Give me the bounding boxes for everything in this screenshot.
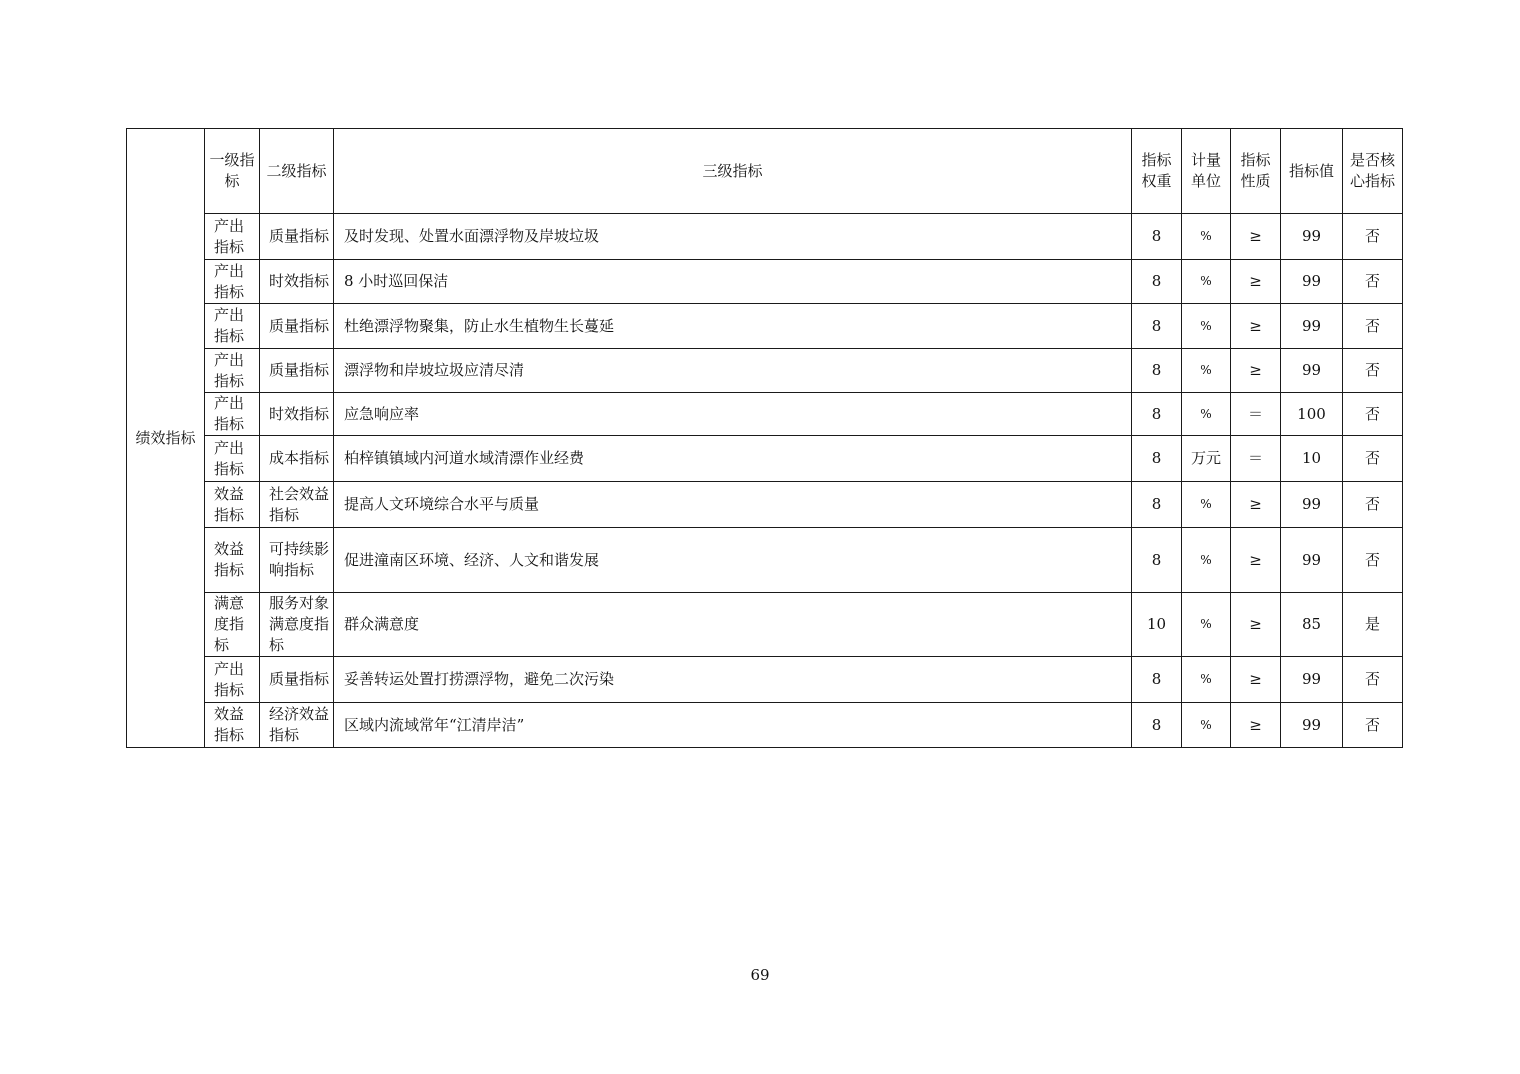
page-number: 69 bbox=[750, 966, 770, 984]
value-cell: 99 bbox=[1281, 657, 1343, 703]
level3-cell: 漂浮物和岸坡垃圾应清尽清 bbox=[334, 349, 1132, 393]
value-cell: 10 bbox=[1281, 436, 1343, 482]
level2-cell: 质量指标 bbox=[260, 657, 334, 703]
level2-cell: 时效指标 bbox=[260, 260, 334, 304]
unit-cell: % bbox=[1182, 703, 1231, 748]
level2-cell: 质量指标 bbox=[260, 214, 334, 260]
level2-cell: 经济效益指标 bbox=[260, 703, 334, 748]
value-cell: 99 bbox=[1281, 214, 1343, 260]
level2-cell: 社会效益指标 bbox=[260, 482, 334, 528]
level3-cell: 柏梓镇镇域内河道水域清漂作业经费 bbox=[334, 436, 1132, 482]
core-cell: 否 bbox=[1343, 304, 1403, 349]
level2-cell: 时效指标 bbox=[260, 393, 334, 436]
nature-cell: ＝ bbox=[1231, 436, 1281, 482]
level1-cell: 产出指标 bbox=[205, 260, 260, 304]
unit-cell: % bbox=[1182, 349, 1231, 393]
table-row bbox=[127, 214, 1403, 260]
level1-cell: 产出指标 bbox=[205, 657, 260, 703]
table-row bbox=[127, 657, 1403, 703]
level1-cell: 满意度指标 bbox=[205, 593, 260, 657]
header-weight: 指标权重 bbox=[1132, 129, 1182, 214]
level1-cell: 产出指标 bbox=[205, 349, 260, 393]
table-row bbox=[127, 593, 1403, 657]
level3-cell: 妥善转运处置打捞漂浮物，避免二次污染 bbox=[334, 657, 1132, 703]
table-row bbox=[127, 393, 1403, 436]
core-cell: 否 bbox=[1343, 260, 1403, 304]
weight-cell: 10 bbox=[1132, 593, 1182, 657]
nature-cell: ≥ bbox=[1231, 528, 1281, 593]
value-cell: 99 bbox=[1281, 703, 1343, 748]
core-cell: 否 bbox=[1343, 349, 1403, 393]
value-cell: 85 bbox=[1281, 593, 1343, 657]
unit-cell: % bbox=[1182, 657, 1231, 703]
weight-cell: 8 bbox=[1132, 528, 1182, 593]
unit-cell: % bbox=[1182, 482, 1231, 528]
header-level2: 二级指标 bbox=[260, 129, 334, 214]
nature-cell: ≥ bbox=[1231, 482, 1281, 528]
unit-cell: % bbox=[1182, 304, 1231, 349]
weight-cell: 8 bbox=[1132, 703, 1182, 748]
level3-cell: 促进潼南区环境、经济、人文和谐发展 bbox=[334, 528, 1132, 593]
weight-cell: 8 bbox=[1132, 436, 1182, 482]
level3-cell: 提高人文环境综合水平与质量 bbox=[334, 482, 1132, 528]
category-cell: 绩效指标 bbox=[127, 129, 205, 748]
header-level3: 三级指标 bbox=[334, 129, 1132, 214]
level2-cell: 质量指标 bbox=[260, 349, 334, 393]
weight-cell: 8 bbox=[1132, 304, 1182, 349]
nature-cell: ≥ bbox=[1231, 703, 1281, 748]
value-cell: 99 bbox=[1281, 349, 1343, 393]
table-row bbox=[127, 304, 1403, 349]
weight-cell: 8 bbox=[1132, 393, 1182, 436]
level1-cell: 效益指标 bbox=[205, 482, 260, 528]
table-row bbox=[127, 528, 1403, 593]
table-row bbox=[127, 482, 1403, 528]
level1-cell: 产出指标 bbox=[205, 304, 260, 349]
level1-cell: 效益指标 bbox=[205, 703, 260, 748]
weight-cell: 8 bbox=[1132, 482, 1182, 528]
unit-cell: % bbox=[1182, 593, 1231, 657]
weight-cell: 8 bbox=[1132, 657, 1182, 703]
level2-cell: 成本指标 bbox=[260, 436, 334, 482]
unit-cell: % bbox=[1182, 528, 1231, 593]
header-value: 指标值 bbox=[1281, 129, 1343, 214]
level1-cell: 效益指标 bbox=[205, 528, 260, 593]
nature-cell: ≥ bbox=[1231, 593, 1281, 657]
header-level1: 一级指标 bbox=[205, 129, 260, 214]
level2-cell: 质量指标 bbox=[260, 304, 334, 349]
level2-cell: 服务对象满意度指标 bbox=[260, 593, 334, 657]
level1-cell: 产出指标 bbox=[205, 393, 260, 436]
core-cell: 否 bbox=[1343, 214, 1403, 260]
level3-cell: 8 小时巡回保洁 bbox=[334, 260, 1132, 304]
level1-cell: 产出指标 bbox=[205, 214, 260, 260]
nature-cell: ≥ bbox=[1231, 304, 1281, 349]
weight-cell: 8 bbox=[1132, 214, 1182, 260]
level3-cell: 群众满意度 bbox=[334, 593, 1132, 657]
value-cell: 99 bbox=[1281, 482, 1343, 528]
header-core: 是否核心指标 bbox=[1343, 129, 1403, 214]
nature-cell: ≥ bbox=[1231, 349, 1281, 393]
header-nature: 指标性质 bbox=[1231, 129, 1281, 214]
value-cell: 100 bbox=[1281, 393, 1343, 436]
unit-cell: % bbox=[1182, 393, 1231, 436]
performance-indicator-table bbox=[126, 128, 1403, 748]
weight-cell: 8 bbox=[1132, 260, 1182, 304]
core-cell: 否 bbox=[1343, 703, 1403, 748]
core-cell: 否 bbox=[1343, 657, 1403, 703]
unit-cell: % bbox=[1182, 260, 1231, 304]
core-cell: 是 bbox=[1343, 593, 1403, 657]
core-cell: 否 bbox=[1343, 528, 1403, 593]
level3-cell: 杜绝漂浮物聚集，防止水生植物生长蔓延 bbox=[334, 304, 1132, 349]
nature-cell: ≥ bbox=[1231, 657, 1281, 703]
table-row bbox=[127, 349, 1403, 393]
core-cell: 否 bbox=[1343, 393, 1403, 436]
level3-cell: 区域内流域常年“江清岸洁” bbox=[334, 703, 1132, 748]
table-row bbox=[127, 260, 1403, 304]
nature-cell: ≥ bbox=[1231, 260, 1281, 304]
weight-cell: 8 bbox=[1132, 349, 1182, 393]
nature-cell: ＝ bbox=[1231, 393, 1281, 436]
core-cell: 否 bbox=[1343, 436, 1403, 482]
level2-cell: 可持续影响指标 bbox=[260, 528, 334, 593]
level3-cell: 应急响应率 bbox=[334, 393, 1132, 436]
level1-cell: 产出指标 bbox=[205, 436, 260, 482]
value-cell: 99 bbox=[1281, 304, 1343, 349]
unit-cell: % bbox=[1182, 214, 1231, 260]
level3-cell: 及时发现、处置水面漂浮物及岸坡垃圾 bbox=[334, 214, 1132, 260]
table-row bbox=[127, 703, 1403, 748]
table-row bbox=[127, 436, 1403, 482]
nature-cell: ≥ bbox=[1231, 214, 1281, 260]
value-cell: 99 bbox=[1281, 528, 1343, 593]
value-cell: 99 bbox=[1281, 260, 1343, 304]
core-cell: 否 bbox=[1343, 482, 1403, 528]
header-row bbox=[127, 129, 1403, 214]
unit-cell: 万元 bbox=[1182, 436, 1231, 482]
header-unit: 计量单位 bbox=[1182, 129, 1231, 214]
